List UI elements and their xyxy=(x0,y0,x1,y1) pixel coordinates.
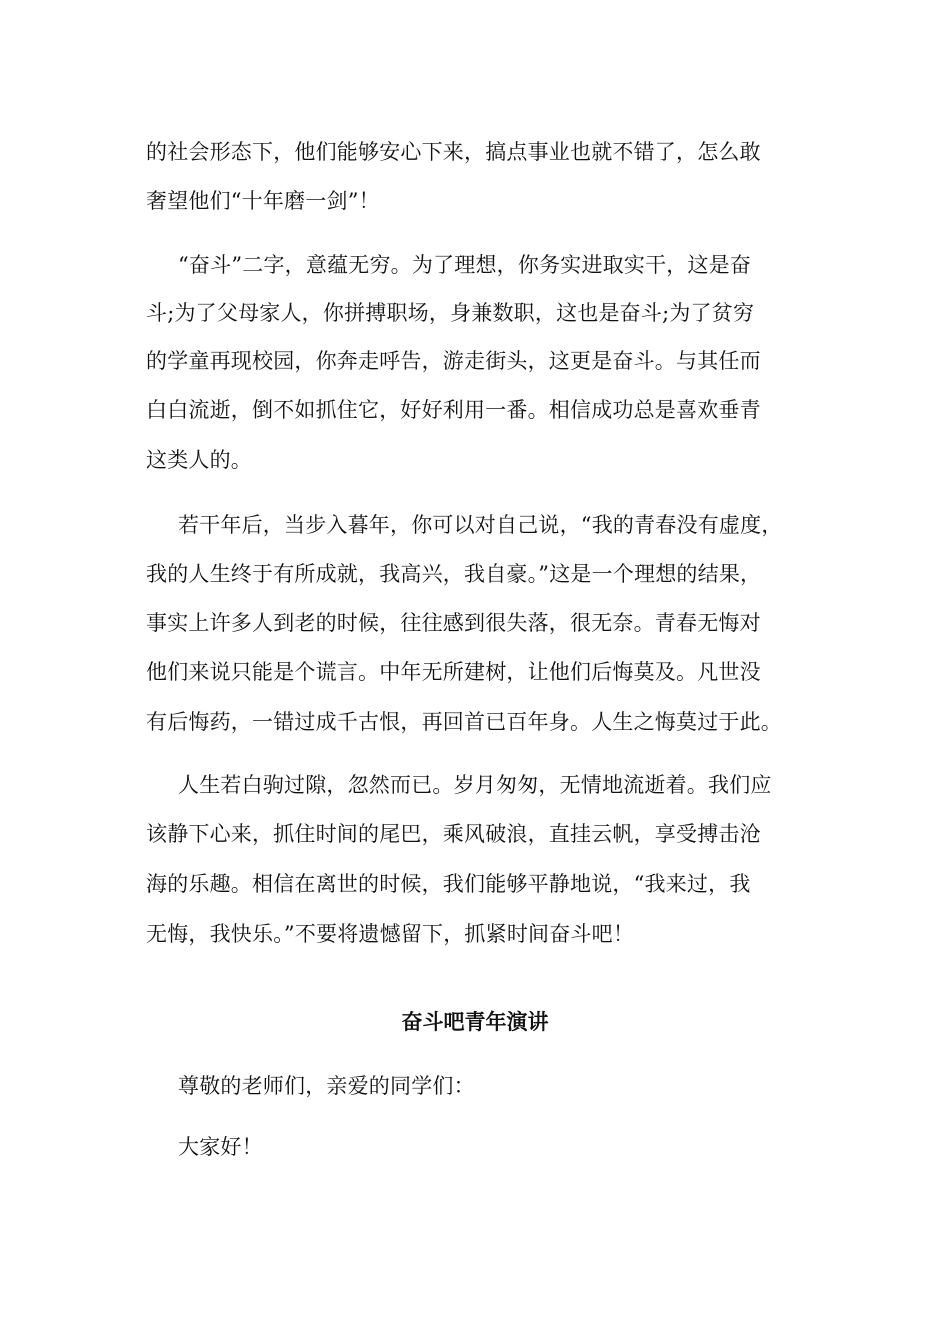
paragraph-line: 该静下心来，抓住时间的尾巴，乘风破浪，直挂云帆，享受搏击沧 xyxy=(146,822,761,846)
paragraph-line: 若干年后，当步入暮年，你可以对自己说，“我的青春没有虚度， xyxy=(178,513,783,537)
paragraph-line: 这类人的。 xyxy=(146,448,252,472)
section-title: 奋斗吧青年演讲 xyxy=(401,1009,549,1034)
paragraph-line: 事实上许多人到老的时候，往往感到很失落，很无奈。青春无悔对 xyxy=(146,611,761,635)
paragraph-line: 人生若白驹过隙，忽然而已。岁月匆匆，无情地流逝着。我们应 xyxy=(178,773,772,797)
paragraph-line: 有后悔药，一错过成千古恨，再回首已百年身。人生之悔莫过于此。 xyxy=(146,710,782,734)
paragraph-line: 无悔，我快乐。”不要将遗憾留下，抓紧时间奋斗吧！ xyxy=(146,922,635,946)
paragraph-line: 奢望他们“十年磨一剑”！ xyxy=(146,189,380,213)
greeting: 大家好！ xyxy=(178,1135,263,1159)
paragraph-line: “奋斗”二字，意蕴无穷。为了理想，你务实进取实干，这是奋 xyxy=(178,253,752,277)
paragraph-line: 的学童再现校园，你奔走呼告，游走街头，这更是奋斗。与其任而 xyxy=(146,349,761,373)
paragraph-line: 的社会形态下，他们能够安心下来，搞点事业也就不错了，怎么敢 xyxy=(146,140,761,164)
salutation: 尊敬的老师们，亲爱的同学们： xyxy=(178,1074,475,1098)
paragraph-line: 他们来说只能是个谎言。中年无所建树，让他们后悔莫及。凡世没 xyxy=(146,660,761,684)
paragraph-line: 斗;为了父母家人，你拼搏职场，身兼数职，这也是奋斗;为了贫穷 xyxy=(146,301,755,325)
paragraph-line: 我的人生终于有所成就，我高兴，我自豪。”这是一个理想的结果， xyxy=(146,562,762,586)
paragraph-line: 白白流逝，倒不如抓住它，好好利用一番。相信成功总是喜欢垂青 xyxy=(146,398,761,422)
paragraph-line: 海的乐趣。相信在离世的时候，我们能够平静地说，“我来过，我 xyxy=(146,872,751,896)
